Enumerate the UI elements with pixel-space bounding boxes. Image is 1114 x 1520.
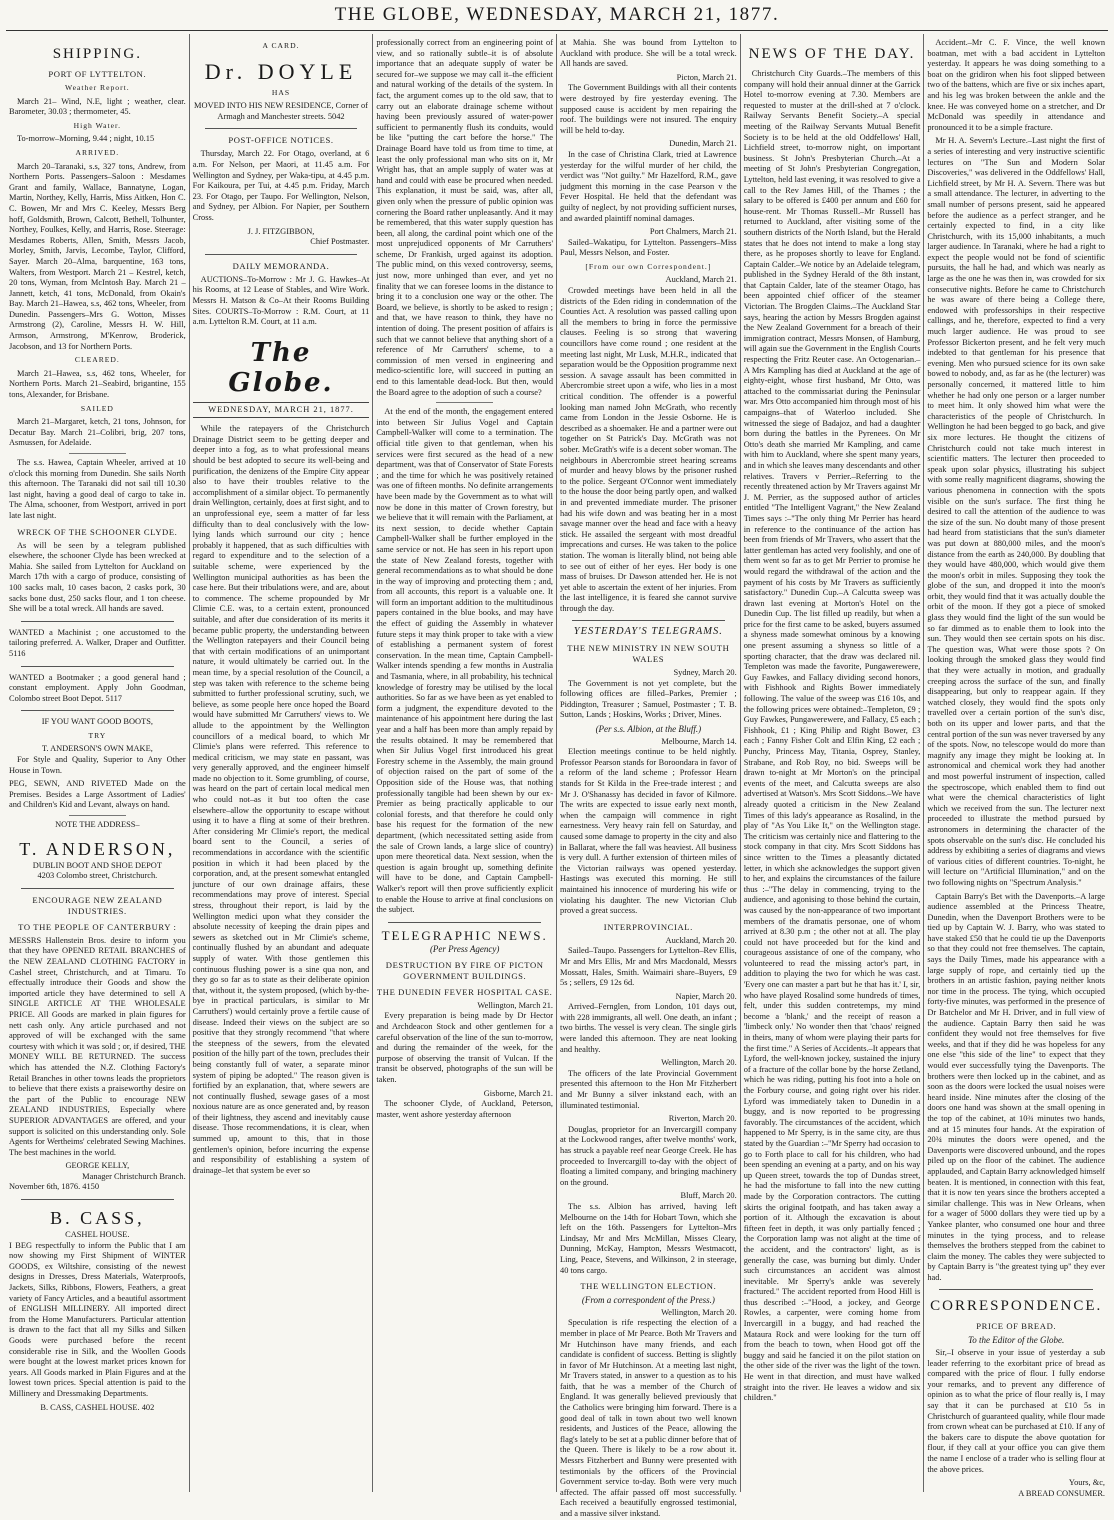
post-title: POST-OFFICE NOTICES. — [228, 135, 334, 146]
albion-note: (Per s.s. Albion, at the Bluff.) — [595, 724, 702, 735]
cass-sub: CASHEL HOUSE. — [65, 1230, 130, 1240]
memo-title: DAILY MEMORANDA. — [232, 260, 330, 271]
wanted-machinist-ad: WANTED a Machinist ; one accustomed to the tailoring preferred. A. Walker, Draper and Outfitter. 5116 — [9, 627, 186, 658]
anderson-depot: DUBLIN BOOT AND SHOE DEPOT — [32, 860, 162, 870]
cleared-heading: CLEARED. — [74, 355, 120, 365]
wreck-title: WRECK OF THE SCHOONER CLYDE. — [17, 526, 178, 537]
cass-text: I BEG respectfully to inform the Public that I am now showing my First Shipment of WINTER GOODS, ex Wiltshire, consisting of the newest designs in Dresses, Dress Materials, Waterproofs, Jackets, Silks, Ribbons, Flowers, Feathers, a great variety of Fancy Articles, and a beautiful assortment of ENGLISH MILLINERY. All imported direct from the Home Manufacturers. Particular attention is drawn to the fact that all my Silks and Silken Goods were purchased before the recent considerable rise in Silk, and the Woollen Goods were bought at the lowest market prices known for years. All Goods marked in Plain Figures and at the lowest town prices. Special attention is paid to the Millinery and Dressmaking Departments. — [9, 1240, 186, 1398]
divider — [21, 710, 174, 711]
destruction-title: DESTRUCTION BY FIRE OF PICTON GOVERNMENT BUILDINGS. — [385, 959, 544, 981]
vince-accident-text: Accident.–Mr C. F. Vince, the well known boatman, met with a bad accident in Lyttelton yesterday. It appears he was doing something to a boat on the gridiron when his foot slipped between two of the battens, which are five or six inches apart, and his leg was broken between the ankle and the knee. He was conveyed home on a stretcher, and Dr McDonald was speedily in attendance and pronounced it to be a simple fracture. — [927, 38, 1106, 132]
divider — [21, 1199, 174, 1200]
bluff-text: The s.s. Albion has arrived, having left Melbourne on the 14th for Hobart Town, which she left on the 16th. Passengers for Lyttelton–Mrs Lindsay, Mr and Mrs McMillan, Misses Cleary, Dunning, McKay, Hampton, Messrs Westmacott, Ling, Peace, Stevens, and Wilkinson, 2 in steerage, 40 tons cargo. — [560, 1201, 737, 1275]
own-correspondent: [From our own Correspondent.] — [585, 261, 712, 271]
wellington-dateline: Wellington, March 21. — [477, 1000, 554, 1010]
divider — [436, 402, 493, 403]
dunedin-text: In the case of Christina Clark, tried at Lawrence yesterday for the wilful murder of her child, the verdict was "Not guilty." Mr Hazelford, R.M., gave judgment this morning in the case Pearson v the Fever Hospital. He held that the defendant was guilty of neglect, by not providing sufficient nurses, and awarded plaintiff nominal damages. — [560, 149, 737, 223]
divider — [939, 1289, 1093, 1290]
leader-continued: professionally correct from an engineering point of view, and so rationally subtle–it is of absolute importance that an adequate supply of water be secured for–we suppose we may call it–the efficient and natural working of the details of the system. In fact, the argument comes up to the old saw, that to carry out an elaborate drainage scheme without having been previously assured of water-power sufficient to permanently flush its conduits, would be like "putting the cart before the horse." The Drainage Board have told us from time to time, at least the only professional man who sits on it, Mr Wright has, that an ample supply of water was at hand and could with ease be procured when needed. This explanation, it must be said, was, after all, given only when the pressure of public opinion was cornering the Board rather unpleasantly. And it may be remembered, that this water supply question has been, all along, the cardinal point which one of the most unprejudiced opponents of Mr Carruthers' scheme, Dr Frankish, urged against its adoption. The public mind, on this vexed controversy, seems, just now, more unhinged than ever, and yet no finality that we can foresee looms in the distance to bring it to a conclusion one way or the other. The Board, we believe, is shortly to be asked to resign ; and that, we have reason to think, they have no intention of doing. The present position of affairs is such that we cannot believe that anything short of a reference of Mr Carruthers' scheme, to a commission of men versed in engineering and medico-scientific lore, will succeed in putting an end to this lamentable dead-lock. But then, would the Board agree to the adoption of such a course? — [376, 38, 554, 397]
masthead-rule — [6, 30, 1108, 31]
masthead — [0, 0, 1114, 30]
wellington2-text: The officers of the late Provincial Government presented this afternoon to the Hon Mr Fitzherbert and Mr Bunny a silver inkstand each, with an illuminated testimonial. — [560, 1068, 737, 1110]
divider — [69, 453, 126, 454]
yesterday-title: YESTERDAY'S TELEGRAMS. — [573, 626, 723, 638]
weather-heading: Weather Report. — [65, 83, 130, 92]
divider — [69, 815, 126, 816]
divider — [572, 620, 725, 621]
sydney-text: The Government is not yet complete, but the following offices are filled–Parkes, Premier ; Piddington, Treasurer ; Samuel, Postmaster ; T. B. Sutton, Lands ; Hoskins, Works ; Driver, Mines. — [560, 678, 737, 720]
port-title: PORT OF LYTTELTON. — [48, 69, 147, 79]
kelly-date: November 6th, 1876. 4150 — [9, 1182, 100, 1192]
chalmers-text: Sailed–Wakatipu, for Lyttelton. Passengers–Miss Paul, Messrs Nelson, and Foster. — [560, 237, 737, 258]
nsw-title: THE NEW MINISTRY IN NEW SOUTH WALES — [567, 643, 730, 665]
wellington2-dateline: Wellington, March 20. — [661, 1058, 737, 1068]
arrived-heading: ARRIVED. — [75, 147, 120, 157]
napier-dateline: Napier, March 20. — [675, 991, 737, 1001]
wreck-text: As will be seen by a telegram published elsewhere, the schooner Clyde has been wrecked at Mahia. She sailed from Lyttelton for Auckland on March 17th with a cargo of produce, consisting of 100 sacks malt, 10 cases bacon, 2 casks pork, 30 sacks bone dust, 250 sacks flour, and 1 ton cheese. She will be a total wreck. All hands are saved. — [9, 540, 186, 614]
column-6 — [924, 34, 1108, 1498]
columns — [6, 34, 1108, 1518]
high-water-text: To-morrow–Morning, 9.44 ; night, 10.15 — [17, 134, 155, 144]
boots-try: TRY — [88, 730, 107, 740]
doyle-text: MOVED INTO HIS NEW RESIDENCE, Corner of Armagh and Manchester streets. 5042 — [194, 101, 368, 121]
gisborne-dateline: Gisborne, March 21. — [483, 1088, 554, 1098]
arrived-text: March 20–Taranaki, s.s, 327 tons, Andrew, from Northern Ports. Passengers–Saloon : Mesdames Grant and family, Wallace, Bannatyne, Logan, Martin, Northey, Kelly, Harris, Miss Aitken, Hon C. C. Bowen, Mr and Mrs C. Keeley, Messrs Berg hoff, Goldsmith, Brown, Calcott, Bethell, Tolhunter, Northey, Foulkes, Kelly, and Harris, Rose. Steerage: Mesdames Roberts, Allen, Smith, Messrs Jacob, Morley, Smith, Jarvis, Lecombe, Taylor, Clifford, Sayer. March 20–Alma, barquentine, 163 tons, Walters, from Westport. March 21 – Kestrel, ketch, 20 tons, Wyman, from McIntosh Bay. March 21 – Jannett, ketch, 41 tons, McDonald, from Okain's Bay. March 21–Hawea, s.s, 462 tons, Wheeler, from Dunedin. Passengers–Mrs G. Wotton, Misses Armstrong (2), Caroline, Messrs H. W. Hill, Armson, Armstrong, M'Kenrow, Broderick, Jacobson, and 13 for Northern Ports. — [9, 161, 186, 351]
wellington3-dateline: Wellington, March 20. — [661, 1307, 737, 1317]
kelly-name: GEORGE KELLY, — [65, 1161, 130, 1171]
canterbury-title: TO THE PEOPLE OF CANTERBURY : — [18, 921, 177, 932]
kelly-title: Manager Christchurch Branch. — [82, 1171, 186, 1181]
correspondence-title: CORRESPONDENCE. — [930, 1298, 1103, 1315]
boots-heading: IF YOU WANT GOOD BOOTS, — [41, 717, 153, 727]
card-label: A CARD. — [262, 41, 300, 50]
cleared-text: March 21–Hawea, s.s, 462 tons, Wheeler, for Northern Ports. March 21–Seabird, brigantine, 155 tons, Alexander, for Brisbane. — [9, 368, 186, 400]
divider — [205, 128, 358, 129]
shipping-title: SHIPPING. — [52, 46, 142, 62]
divider — [205, 254, 358, 255]
yours-line: Yours, &c, — [1068, 1478, 1106, 1488]
auckland2-text: Sailed–Taupo. Passengers for Lyttelton–Rev Ellis, Mr and Mrs Ellis, Mr and Mrs Macdonald, Messrs Mossatt, Hales, Smith. Waimairi share–Buyers, £9 5s ; sellers, £9 12s 6d. — [560, 946, 737, 988]
memo-text: AUCTIONS–To-Morrow : Mr J. G. Hawkes–At his Rooms, at 12 Lease of Stables, and Wire Work. Messrs H. Matson & Co–At their Rooms Building Sites. COURTS–To-Morrow : R.M. Court, at 11 a.m. Lyttelton R.M. Court, at 11 a.m. — [192, 274, 370, 327]
telegraphic-title: TELEGRAPHIC NEWS. — [381, 927, 548, 943]
news-title: NEWS OF THE DAY. — [748, 46, 916, 62]
boots-text: For Style and Quality, Superior to Any Other House in Town. — [9, 755, 186, 775]
auckland-text: Crowded meetings have been held in all the districts of the Eden riding in condemnation of the Counties Act. A resolution was passed calling upon all the members to bring in force the permissive clauses. Feeling is so strong that wavering councillors have come round ; one resident at the meeting last night, Mr Lusk, M.H.R., indicated that separation would be the Opposition programme next session. A savage assault has been committed in Abercrombie street upon a wife, who lies in a most critical condition. The offender is a powerful looking man named John McGrath, who recently came from London in the Jessie Osborne. He is described as a shoemaker. He and a partner were out together on St Patrick's Day. McGrath was not sober. McGrath's wife is a decent sober woman. The neighbours in Abercrombie street hearing screams of murder and heavy blows by the prisoner rushed to the police. Sergeant O'Connor went immediately to the house the door being partly open, and walked in and prevented immediate murder. The prisoner had his wife down and was beating her in a most savage manner over the head and face with a heavy stick. He assailed the sergeant with most dreadful imprecations and curses. He was taken to the police station. The woman is literally blind, not being able to see out of either of her eyes. Her body is one mass of bruises. Dr Dawson attended her. He is not yet able to ascertain the extent of her injuries. From the last intelligence, it is feared she cannot survive through the day. — [560, 286, 737, 613]
post-text: Thursday, March 22. For Otago, overland, at 6 a.m. For Nelson, per Maori, at 11.45 a.m. For Wellington and Sydney, per Waka-tipu, at 4.45 p.m. For Kaikoura, per Tui, at 4.45 p.m. Friday, March 23. For Otago, per Taupo. For Wellington, Nelson, and Sydney, per Albion. For Napier, per Southern Cross. — [192, 149, 370, 222]
wanted-bootmaker-ad: WANTED a Bootmaker ; a good general hand ; constant employment. Apply John Goodman, Colombo street Boot Depot. 5117 — [9, 672, 186, 703]
shipping-notes: The s.s. Hawea, Captain Wheeler, arrived at 10 o'clock this morning from Dunedin. She sails North this afternoon. The Taranaki did not sail till 10.30 last night, having a good deal of cargo to take in. The Alma, schooner, from Westport, arrived in port late last night. — [9, 458, 186, 520]
barry-bet-text: Captain Barry's Bet with the Davenports.–A large audience assembled at the Princess Theatre, Dunedin, when the Davenport Brothers were to be tied up by Captain W. J. Barry, who was stated to have staked £50 that he could tie up the Davenports so that they could not free themselves. The captain, says the Daily Times, made his appearance with a large supply of rope, and certainly tied up the brothers in an artistic fashion, paying neither knots nor time in the process. The tying, which occupied forty-five minutes, was performed in the presence of Dr Batchelor and Mr H. Driver, and in full view of the audience. Captain Barry then said he was confident they would not free themselves for five weeks, and that if they did he was hopeless for any one else "this side of the line" to expect that they would ever successfully tying the Davenports. The brothers were then locked up in the cabinet, and as soon as the doors were locked the usual noises were heard inside. Nine minutes after the closing of the doors one hand was shown at the small opening in the top of the cabinet, at 10¾ minutes two hands, and at 15 minutes four hands. At the expiration of 20¾ minutes the doors were opened, and the Davenports were discovered unbound, and the ropes piled up on the floor of the cabinet. The audience applauded, and Captain Barry acknowledged himself beaten. It is mentioned, in connection with this feat, that it is now ten years since the brothers accepted a similar challenge. This was in New Orleans, when for a wager of 5000 dollars they were tied up by a Yankee planter, who consumed one hour and three minutes in the tying process, and to release themselves the brothers stepped from the cabinet to claim the money. The cables they were subjected to by Captain Barry is "the greatest tying up" they ever had. — [927, 891, 1106, 1282]
doyle-has: HAS — [271, 87, 291, 97]
dunedin-dateline: Dunedin, March 21. — [669, 139, 737, 149]
auckland-dateline: Auckland, March 21. — [665, 275, 737, 285]
masthead-title: THE GLOBE, WEDNESDAY, MARCH 21, 1877. — [334, 4, 780, 25]
globe-title: The Globe. — [228, 337, 334, 398]
bluff-dateline: Bluff, March 20. — [680, 1191, 737, 1201]
election-text: Speculation is rife respecting the election of a member in place of Mr Pearce. Both Mr Travers and Mr Hutchinson have many friends, and each candidate is confident of success. Betting is slightly in favor of Mr Hutchinson. At a meeting last night, Mr Travers stated, in answer to a question as to his faith, that he was a member of the Church of England. It was generally believed previously that the Catholics were bringing him forward. There is a good deal of talk in town about two well known residents, and Justices of the Peace, allowing the flag's lately to be set at a public dinner before that of the Queen. There is likely to be a row about it. Messrs Fitzherbert and Bunny were presented with testimonials by the officers of the Provincial Government service to-day. Both were very much affected. The affair passed off most successfully. Each received a beautifully engrossed testimonial, and a massive silver inkstand. — [560, 1318, 737, 1518]
bread-text: Sir,–I observe in your issue of yesterday a sub leader referring to the exorbitant price of bread as compared with the price of flour. I fully endorse your remarks, and to prevent any difference of opinion as to what the price of flour really is, I may say that it can be purchased at £10 5s in Christchurch of guaranteed quality, while flour made from crown wheat can be purchased at £10. If any of the bakers care to dispute the above quotation for flour, if they call at your office you can give them the name I enclose of a trader who is selling flour at the above prices. — [927, 1348, 1106, 1474]
anderson-street: 4203 Colombo street, Christchurch. — [37, 871, 158, 881]
column-4 — [557, 34, 741, 1518]
boots-line: T. ANDERSON'S OWN MAKE, — [41, 744, 153, 754]
high-water-heading: High Water. — [73, 120, 122, 130]
column-5 — [741, 34, 925, 1492]
napier-text: Arrived–Fernglen, from London, 101 days out, with 228 immigrants, all well. One death, an infant ; two births. The vessel is very clean. The single girls were landed this afternoon. They are neat looking and healthy. — [560, 1002, 737, 1054]
election-sub: (From a correspondent of the Press.) — [581, 1295, 715, 1306]
cass-footer: B. CASS, CASHEL HOUSE. 402 — [40, 1402, 155, 1412]
severn-lecture-text: Mr H. A. Severn's Lecture.–Last night the first of a series of interesting and very instructive scientific lectures on "The Sun and Modern Solar Discoveries," was delivered in the Oddfellows' Hall, Lichfield street, by Mr H. A. Severn. There was but a small attendance. The lecturer, in adverting to the small number of persons present, said he appeared before the audience as a perfect stranger, and he certainly expected to find, in a city like Christchurch, with its 15,000 inhabitants, a much larger audience. In Taranaki, where he had a right to expect the people would not be fond of scientific pursuits, the hall he had, and which was nearly as large as the one he was then in, was crowded for six consecutive nights. Before he came to Christchurch he was aware of there being a College there, endowed with professorships in their respective callings, and he, therefore, expected to find a very much larger audience. He was proud to see Professor Bickerton present, and he felt very much indebted to that gentleman for his presence that evening. Men who pursued science for its own sake bowed to nobody, and, as far as he (the lecturer) was personally concerned, it mattered little to him whether he had only one person or a larger number to meet him. It only showed him what were the characteristics of the people of Christchurch. In Wellington he had been begged to go back, and give six more lectures. He thought the citizens of Christchurch could not take much interest in scientific matters. The lecturer then proceeded to speak upon solar physics, illustrating his subject with some really magnificent diagrams, showing the various phenomena in connection with the spots visible on the sun's surface. The first thing he desired to call the attention of the audience to was the size of the sun. No doubt many of those present had heard from statisticians that the sun's diameter was put down at 880,000 miles, and the moon's distance from the earth as 240,000. By doubling that they would have 480,000, which would give them the moon's orbit in miles. Supposing they took the globe of the sun, and dropped it into the moon's orbit, they would find that it was actually double the orbit of the moon. If they got a piece of smoked glass they would find the light of the sun would be so far dimmed as to enable them to look into the sun. They would then see certain spots on his disc. The question was, What were those spots ? On looking through the smoked glass they would find that they were actually in motion, and gradually creeping across the surface of the sun, and finally disappearing, but only to reappear again. If they watched closely, they would find the spots only travelled over a certain portion of the sun's disc, both on its upper and lower parts, and that the central portion of the sun was never traversed by any of the spots. Now, no telescope would do more than magnify any image they might be looking at. In astronomical and chemical work they had another and most powerful instrument of inspection, called the spectroscope, which enabled them to find out what were the chemical characteristics of light which we received from the sun. The lecturer next proceeded to illustrate the method pursued by astronomers in determining the character of the spots observable on the sun's disc. He concluded his address by exhibiting a series of diagrams and views of various cities of different countries. To-night, he will lecture on "Artificial Illumination," and on the two following nights on "Spectrum Analysis." — [927, 136, 1106, 887]
picton-dateline: Picton, March 21. — [676, 72, 737, 82]
riverton-dateline: Riverton, March 20. — [668, 1114, 737, 1124]
interprovincial-title: INTERPROVINCIAL. — [603, 921, 693, 932]
weather-text: March 21– Wind, N.E, light ; weather, clear. Barometer, 30.03 ; thermometer, 45. — [9, 96, 186, 117]
election-title: THE WELLINGTON ELECTION. — [580, 1281, 717, 1292]
column-3 — [373, 34, 557, 1492]
sydney-dateline: Sydney, March 20. — [673, 668, 737, 678]
leader-dateline: WEDNESDAY, MARCH 21, 1877. — [193, 402, 370, 419]
auckland2-dateline: Auckland, March 20. — [665, 935, 737, 945]
encourage-text: MESSRS Hallenstein Bros. desire to inform you that they have OPENED RETAIL BRANCHES of the NEW ZEALAND CLOTHING FACTORY in Cashel street, Christchurch, and at Timaru. To effectually introduce their Goods and show the imported article they have determined to sell A SINGLE ARTICLE AT THE WHOLESALE PRICE. All Goods are marked in plain figures for nett cash only. Any article purchased and not approved of will be exchanged with the same courtesy with which it was sold ; or, if desired, THE MONEY WILL BE RETURNED. The success which has attended the N.Z. Clothing Factory's Retail Branches in other towns leads the proprietors to believe that there exists a praiseworthy desire on the part of the Public to encourage NEW ZEALAND INDUSTRIES, Especially where SUPERIOR ADVANTAGES are offered, and your support is solicited on this understanding only. Sole Agents for Wertheims' celebrated Sewing Machines. The best machines in the world. — [9, 935, 186, 1157]
leader-text: While the ratepayers of the Christchurch Drainage District seem to be getting deeper and deeper into a fog, as to what professional means should be best adopted to secure its well-being and purification, the denizens of the Empire City appear also to have their troubles relative to the accomplishment of a similar object. To permanently drain Wellington, certainly, does at first sight, and to an unprofessional eye, seem a matter of far less difficulty than to deal conclusively with the low-lying lands which surround our city ; hence probably it happened, that as such difficulties with regard to expenditure and to the selection of a suitable scheme, were experienced by the Wellington municipal authorities as has been the case here. But their tribulations were, and are, about to commence. The scheme propounded by Mr Climie C.E. was, to a certain extent, pronounced suitable, and after due consideration of its merits it became public property, the understanding between the Wellington ratepayers and their Council being that with certain modifications of an unimportant nature, it would ultimately be carried out. In the mean time, by a special resolution of the Council, a step was taken with reference to the scheme being submitted to further professional scrutiny, such, we believe, as some people here once hoped the Board would have submitted Mr Carruthers' views to. We allude to the appointment by the Wellington councillors of a medical board, to which Mr Climie's plans were referred. This reference to medical criticism, we may state en passant, was very generally approved, and the engineer himself made no objection to it. Some grumbling, of course, was heard on the part of certain local medical men who could not–as it but too often the case elsewhere–allow the opportunity to escape without using it to have a fling at some of their brethren. After considering Mr Climie's report, the medical board sent to the Council, a series of recommendations in accordance with the scientific position in which it had been placed by the corporation, and, at the present somewhat entangled juncture of our own drainage affairs, these recommendations may prove of interest. Special stress, throughout their report, is laid by the Wellington medici upon what they consider the absolute necessity of keeping the drain pipes and sewers as sketched out in Mr Climie's scheme, continually flushed by an abundant and adequate supply of water. With those gentlemen this continuous flushing power is a sine qua non, and they go so far as to state as their deliberate opinion that, without it, the system proposed, (which by-the-bye in practical particulars, is similar to Mr Carruthers') would certainly prove a fertile cause of disease. Indeed their views on the subject are so positive that they strongly recommend "that where the steepness of the sewers, from the elevated position of the hilly part of the town, precludes their being constantly full of water, a separate minor system of piping be adopted." The reason given is fortified by an explanation, that, where sewers are not continually flushed, sewage gases of a most noxious nature are as once generated and, by reason of their lightness, they ascend and inevitably cause disease. Those recommendations, it is clear, when summed up, amount to this, that in those gentlemen's opinion, before incurring the expense and responsibility of establishing a system of drainage–let that system be ever so — [192, 424, 370, 1175]
divider — [388, 922, 541, 923]
column-2 — [190, 34, 374, 1492]
divider — [21, 666, 174, 667]
bread-title: PRICE OF BREAD. — [976, 1321, 1057, 1332]
column-1 — [6, 34, 190, 1492]
signature: A BREAD CONSUMER. — [1018, 1488, 1106, 1498]
sailed-heading: SAILED — [80, 403, 114, 413]
note-address: NOTE THE ADDRESS– — [55, 820, 140, 830]
clyde-text: The schooner Clyde, of Auckland, Peterson, master, went ashore yesterday afternoon — [376, 1099, 554, 1119]
sailed-text: March 21–Margaret, ketch, 21 tons, Johnson, for Decatur Bay. March 21–Colibri, brig, 207 tons, Asmussen, for Adelaide. — [9, 417, 186, 448]
news-text: Christchurch City Guards.–The members of this company will hold their annual dinner at the Garrick Hotel to-morrow evening at 7.30. Members are requested to muster at the drill-shed at 7 o'clock. Railway Servants Benefit Society.–A special meeting of the Railway Servants Mutual Benefit Society is to be held at the old Oddfellows' Hall, Lichfield street, to-morrow night, on important business. St John's Presbyterian Church.–At a meeting of St John's Presbyterian Congregation, Lyttelton, held last evening, it was resolved to give a call to the Rev James Hill, of the Thames ; the salary to be offered is £400 per annum and £60 for house-rent. Mr Thomas Russell.–Mr Russell has returned to Auckland, after visiting some of the southern districts of the North Island, but the Herald states that he does not intend to make a long stay there, as he proposes shortly to leave for England. Captain Calder.–We notice by an Adelaide telegram, published in the Sydney Herald of the 8th instant, that Captain Calder, late of the steamer Otago, has been appointed chief officer of the steamer Victorian. The Brogden Claims.–The Auckland Star says, hearing the action by Messrs Brogden against the New Zealand Government for a breach of their immigration contract, Messrs Monsen, of Hamburg, will again sue the Government in the English Courts respecting the Fritz Reuter case. An Octogenarian.–A Mrs Kampling has died at Auckland at the age of eighty-eight, whose first husband, Mr Otto, was attached to the commissariat during the Peninsular war. Mrs Otto accompanied him through most of his campaigns–that of Waterloo included. She witnessed the siege of Badajoz, and had a daughter born during the battles in the Pyrenees. On Mr Otto's death she married Mr Kampling, and came with him to Auckland, where she spent many years, and in which she leaves many descendants and other relatives. Travers v Perrier.–Referring to the recently threatened action by Mr Travers against Mr J. M. Perrier, as the supposed author of articles entitled "The Intelligent Vagrant," the New Zealand Times says :–"The only thing Mr Perrier has heard in reference to the continuance of the action has been from friends of Mr Travers, who assert that the latter gentleman has acted very foolishly, and one of them went so far as to get Mr Perrier to promise he would regard the withdrawal of the action and the payment of his costs by Mr Travers as sufficiently satisfactory." Dunedin Cup.–A Calcutta sweep was drawn last evening at Morton's Hotel on the Dunedin Cup. The list filled up readily, but when a price for the first came to be asked, buyers assumed a shyness made somewhat ominous by a knowing one present assuming a shyness so little of a sporting character, that the draw was declared nil. Templeton was made the favorite, Pungawerewere, Guy Fawkes, and Fallacy dividing second honors, with Fishhook and Rights Bower immediately following. The value of the sweep was £16 10s, and the following prices were obtained:–Templeton, £9 ; Guy Fawkes, Pungawerewere, and Fallacy, £5 each ; Fishhook, £1 ; King Philip and Right Bower, £3 each ; Fanny Fisher Colt and Elfin King, £2 each ; Punchy, Princess May, Titania, Osprey, Stanley, Strabane, and Rob Roy, no bid. Sweeps will be drawn to-night at Mr Morton's on the principal events of the meet, and Calcutta sweeps are also advertised at Watson's. Mrs Scott Siddons.–We have already quoted a criticism in the New Zealand Times of this lady's appearance as Rosalind, in the play of "As You Like It," on the Wellington stage. The criticism was certainly nice and flattering to the stock company in that city. Mrs Scott Siddons has since written to the Times a pleasantly dictated letter, in which she acknowledges the support given to her, and explains the circumstances of the failure thus :–"The delay in commencing, trying to the audience, and agonising to those behind the curtain, was caused by the non-appearance of two important members of the dramatis personae, one of whom arrived at 8.30 p.m ; the other not at all. The play could not have proceeded but for the kind and courageous assistance of one of the company, who volunteered to read the missing actor's part, in addition to playing the two for which he was cast. 'Every one can master a part but he that has it.' I, sir, who have played Rosalind some hundreds of times, felt, under this sudden contretemps, my mind become a 'blank,' and the receipt of reason a 'limbeck only.' No wonder then that 'chaos' reigned in theirs, many of whom were playing their parts for the first time." A Series of Accidents.–It appears that Lyford, the well-known jockey, sustained the injury of a fracture of the collar bone by the horse Zetland, which he was riding, putting his foot into a hole on the Forbury course, and going right over his rider. Lyford was immediately taken to Dunedin in a buggy, and is now reported to be progressing favorably. The circumstances of the accident, which happened to Mr Sperry, is in the same city, are thus stated by the Guardian :–"Mr Sperry had occasion to go to Forth place to call for his children, who had been spending an evening at a party, and on his way up Queen street, towards the top of Dundas street, he had the misfortune to fall into the new cutting made by the Corporation contractors. The cutting skirts the original footpath, and has taken away a portion of it. Although the excavation is about fifteen feet in depth, it was only partially fenced ; the Corporation lamp was not alight at the time of the accident, and the contractors' light, as is generally the case, was burning but dimly. Under such circumstances an accident was almost inevitable. Mr Sperry's ankle was severely fractured." The accident reported from Hood Hill is thus described :–"Hood, a jockey, and George Rowles, a carpenter, were coming home from Invercargill in a buggy, and had reached the Mataura Rock and were looking for the turn off from the beach to town, when Hood got off the buggy and said he fancied it on the pilot station on the other side of the river was the light of the town. He went in that direction, and must have walked straight into the river. He leaves a widow and six children." — [743, 69, 921, 1403]
fever-title: THE DUNEDIN FEVER HOSPITAL CASE. — [376, 986, 553, 997]
melbourne-dateline: Melbourne, March 14. — [661, 736, 737, 746]
anderson-name: T. ANDERSON, — [19, 838, 176, 859]
pegged-text: PEG, SEWN, AND RIVETED Made on the Premises. Besides a Large Assortment of Ladies' and Children's Kid and Levant, always on hand. — [9, 779, 186, 810]
doyle-name: Dr. DOYLE — [204, 58, 358, 84]
forestry-text: At the end of the month, the engagement entered into between Sir Julius Vogel and Captain Campbell-Walker will come to a termination. The official title given to that gentleman, when his services were first secured as the head of a new department, was that of Conservator of State Forests ; and the time for which he was positively retained was one of fifteen months. No definite arrangements have been made by the Government as to what will now be done in this matter of Crown forestry, but we believe that it will remain with the Parliament, at its next session, to decide whether Captain Campbell-Walker shall be further employed in the same service or not. He has seen in his report upon the state of New Zealand forests, together with general recommendations as to what should be done in the way of improving and protecting them ; and, from all accounts, this report is a valuable one. It will form an important addition to the multitudinous papers contained in the blue books, and may have the effect of guiding the Assembly in whatever future steps it may think proper to take with a view of establishing a permanent system of forest conservation. In the mean time, Captain Campbell-Walker intends spending a few months in Australia and Tasmania, where, in all probability, his technical knowledge of forestry may be utilised by the local authorities. So far as we have been as yet enabled to form a judgment, the expenditure devoted to the maintenance of his appointment here during the last year and a half has been more than amply repaid by the results obtained. It may be remembered that when Sir Julius Vogel first introduced his great Forestry scheme in the Assembly, the main ground of objection raised on the part of some of the Opposition side of the House was, that nothing professionally tangible had been shewn by our ex-Premier as being practically applicable to our colonial forests, and that therefore he could only base his request for the formation of the new department, (which necessitated setting aside from the sale of Crown lands, a large slice of country) upon mere theoretical data. Next session, when the question is again brought up, something definite will have to be done, and Captain Campbell-Walker's report will then prove sufficiently explicit to enable the House to arrive at final conclusions on the subject. — [376, 407, 554, 915]
cass-title: B. CASS, — [50, 1208, 145, 1229]
riverton-text: Douglas, proprietor for an Invercargill company at the Lockwood ranges, after twelve months' work, has struck a payable reef near George Creek. He has proceeded to Invercargill to-day with the object of floating a limited company, and bringing machinery on the ground. — [560, 1124, 737, 1187]
picton-text: The Government Buildings with all their contents were destroyed by fire yesterday evening. The supposed cause is accident by men repairing the roof. The buildings were not insured. The enquiry will be held to-day. — [560, 83, 737, 135]
post-sign: J. J. FITZGIBBON, — [247, 226, 315, 236]
clyde-continued: at Mahia. She was bound from Lyttelton to Auckland with produce. She will be a total wreck. All hands are saved. — [560, 38, 737, 69]
chalmers-dateline: Port Chalmers, March 21. — [649, 227, 737, 237]
divider — [21, 888, 174, 889]
press-agency: (Per Press Agency) — [429, 944, 500, 955]
encourage-title: ENCOURAGE NEW ZEALAND INDUSTRIES. — [32, 894, 163, 916]
transit-text: Every preparation is being made by Dr Hector and Archdeacon Stock and other gentlemen for a careful observation of the line of the sun to-morrow, and during the remainder of the week, for the purpose of observing the transit of Vulcan. If the transit be observed, photographs of the sun will be taken. — [376, 1011, 554, 1085]
divider — [21, 621, 174, 622]
editor-line: To the Editor of the Globe. — [968, 1335, 1065, 1346]
melbourne-text: Election meetings continue to be held nightly. Professor Pearson stands for Boroondara in favor of a reform of the land scheme ; Professor Hearn stands for St Kilda in the Free-trade interest ; and Mr J. O'Shanassy has decided in favor of Kilmore. The writs are expected to issue early next month, when the campaign will commence in right earnestness. Very heavy rain fell on Saturday, and caused some damage to property in the city and also in Ballarat, where the fall was heaviest. All business is very dull. A further extension of thirteen miles of the Victorian railways was opened yesterday. Hastings was executed this morning. He still maintained his innocence of murdering his wife or violating his daughter. The new Victorian Club proved a great success. — [560, 747, 737, 916]
post-sign-title: Chief Postmaster. — [310, 237, 370, 247]
